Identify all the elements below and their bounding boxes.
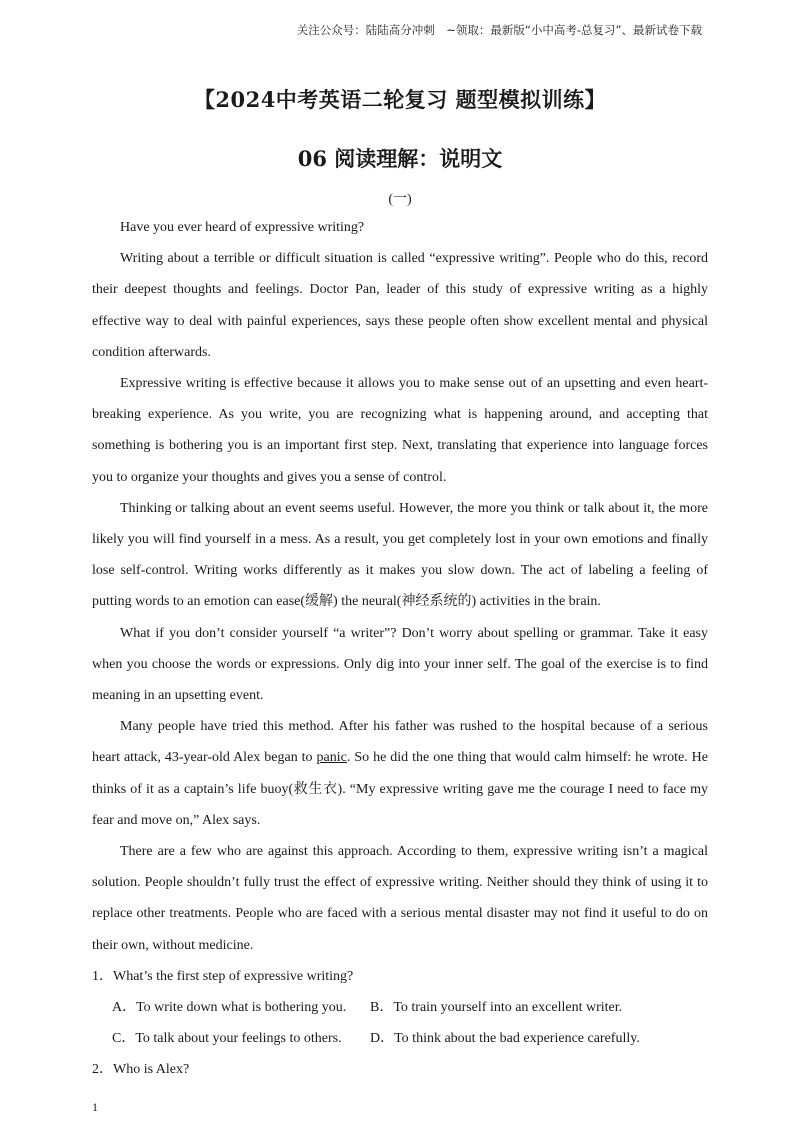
section-number: (一) (388, 192, 412, 207)
passage-body (92, 212, 708, 1086)
paragraph-2: Writing about a terrible or difficult situation is called “expressive writing”. People who do this, record their deepest thoughts and feelings. Doctor Pan, leader of this study of expressive writing as a highly effective way to deal with painful experiences, says these people often show excellent mental and physical condition afterwards. (92, 251, 708, 360)
question-1-option-b: B．To train yourself into an excellent writer. (370, 1000, 623, 1016)
question-1-options-row-2 (92, 1023, 708, 1054)
question-2-stem: 2．Who is Alex? (92, 1062, 190, 1078)
question-1-option-a: A．To write down what is bothering you. (112, 1000, 347, 1016)
paragraph-3: Expressive writing is effective because it allows you to make sense out of an upsetting and even heart-breaking experience. As you write, you are recognizing what is happening around, and accepting that something is bothering you is an important first step. Next, translating that experience into language forces you to organize your thoughts and gives you a sense of control. (92, 376, 708, 485)
page-number: 1 (92, 1100, 98, 1114)
header-note: 关注公众号：陆陆高分冲刺 ~领取：最新版“小中高考-总复习”、最新试卷下载 (296, 23, 702, 37)
paragraph-1: Have you ever heard of expressive writing? (120, 220, 365, 235)
underlined-word-panic: panic (316, 750, 347, 766)
paragraph-6 (92, 711, 708, 836)
question-1-stem: 1．What’s the first step of expressive writing? (92, 968, 354, 984)
paragraph-4: Thinking or talking about an event seems useful. However, the more you think or talk about it, the more likely you will find yourself in a mess. As a result, you get completely lost in your own emotions and finally lose self-control. Writing works differently as it makes you slow down. The act of labeling a feeling of putting words to an emotion can ease(缓解) the neural(神经系统的) activities in the brain. (92, 500, 708, 610)
paragraph-7: There are a few who are against this approach. According to them, expressive writing isn’t a magical solution. People shouldn’t fully trust the effect of expressive writing. Neither should they think of using it to replace other treatments. People who are faced with a serious mental disaster may not find it useful to do on their own, without medicine. (92, 844, 708, 953)
question-1-option-d: D．To think about the bad experience carefully. (370, 1031, 640, 1047)
paragraph-5: What if you don’t consider yourself “a writer”? Don’t worry about spelling or grammar. Take it easy when you choose the words or expressions. Only dig into your inner self. The goal of the exercise is to find meaning in an upsetting event. (92, 625, 708, 704)
document-title: 【2024中考英语二轮复习 题型模拟训练】 (193, 87, 607, 112)
paragraph-6-before: Many people have tried this method. After his father was rushed to the hospital because of a serious heart attack, 43-year-old Alex began to (92, 719, 708, 766)
question-1-option-c: C．To talk about your feelings to others. (112, 1031, 342, 1047)
paragraph-6-after: . So he did the one thing that would calm himself: he wrote. He thinks of it as a captain’s life buoy(救生衣). “My expressive writing gave me the courage I need to face my fear and move on,” Alex says. (92, 750, 709, 828)
document-subtitle: 06 阅读理解：说明文 (297, 146, 503, 171)
question-1-options-row-1 (92, 992, 708, 1023)
